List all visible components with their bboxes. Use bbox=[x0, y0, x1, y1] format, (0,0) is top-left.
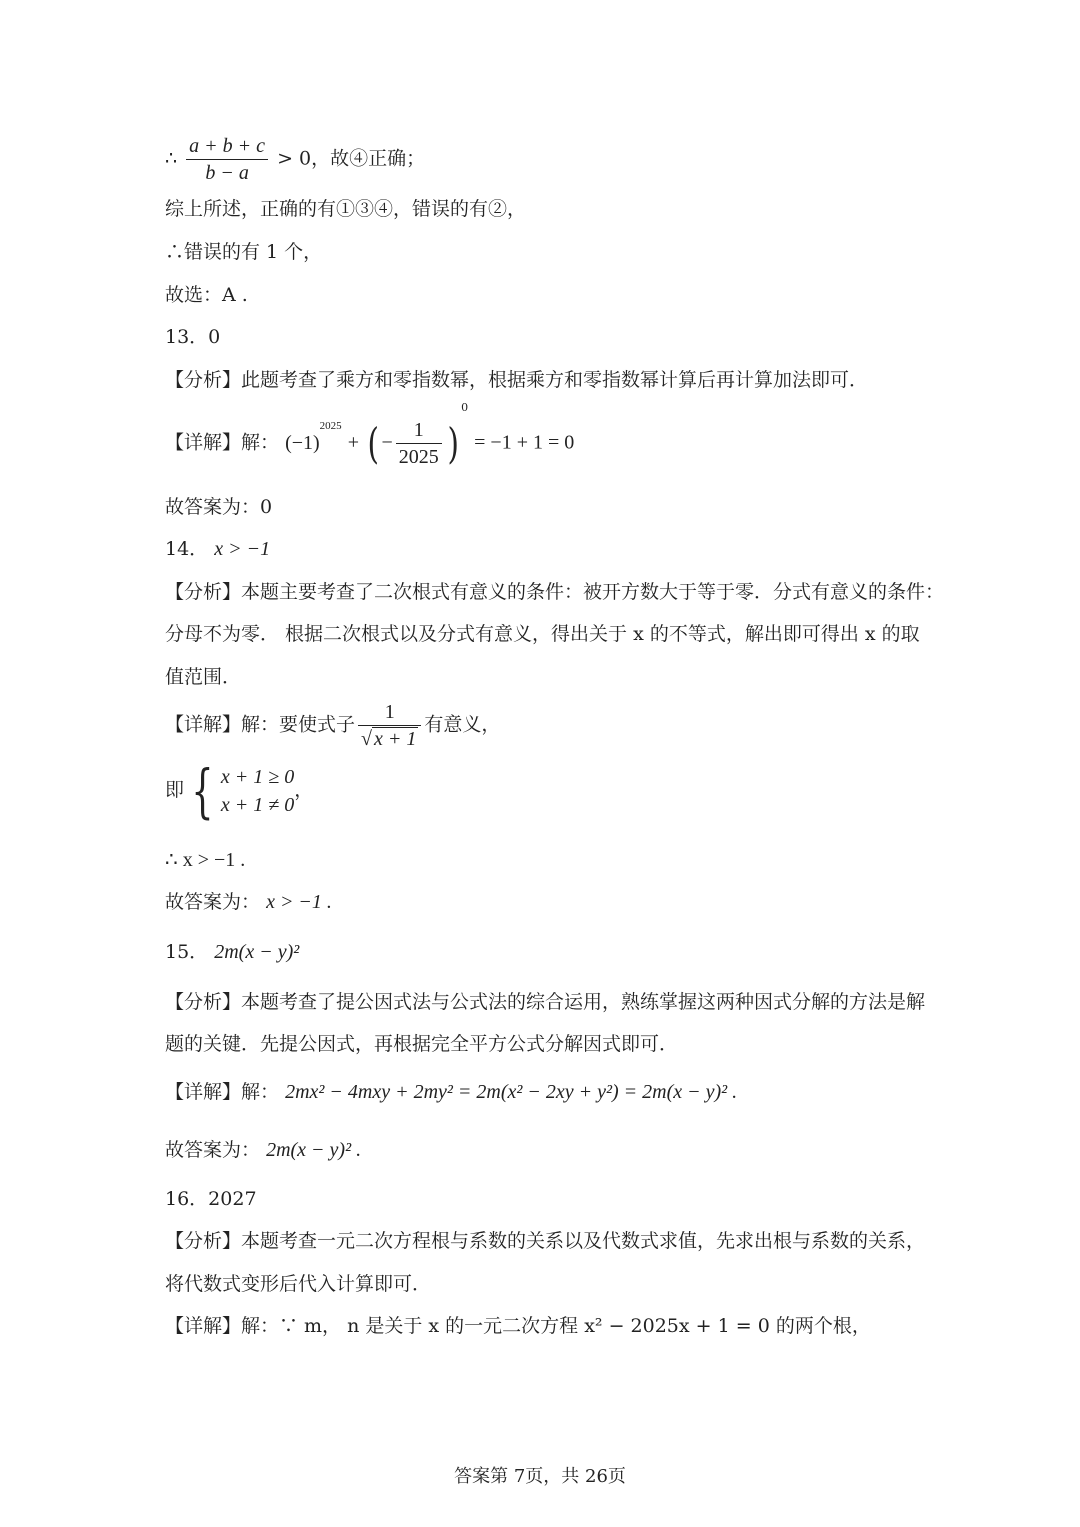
final-expression: 2m(x − y)² . bbox=[266, 1139, 362, 1161]
question-16-analysis-2: 将代数式变形后代入计算即可． bbox=[165, 1273, 432, 1295]
solution-label: 【详解】解： bbox=[165, 1081, 280, 1103]
solution-tail: 有意义， bbox=[424, 713, 501, 736]
final-label: 故答案为： bbox=[165, 1139, 261, 1161]
question-14-final bbox=[165, 890, 332, 914]
question-14-answer bbox=[165, 537, 270, 561]
conclusion-text: > 0，故④正确； bbox=[277, 147, 426, 170]
question-16-answer: 16．2027 bbox=[165, 1188, 257, 1210]
question-16-solution: 【详解】解：∵ m， n 是关于 x 的一元二次方程 x² − 2025x + 1 = 0 的两个根， bbox=[165, 1315, 871, 1337]
question-16-analysis-1: 【分析】本题考查一元二次方程根与系数的关系以及代数式求值，先求出根与系数的关系， bbox=[165, 1230, 926, 1252]
power-expression bbox=[285, 420, 342, 454]
question-15-answer bbox=[165, 940, 299, 964]
system-prefix: 即 bbox=[165, 779, 185, 801]
fraction-denominator: 2025 bbox=[398, 446, 439, 468]
question-14-analysis-2: 分母不为零． 根据二次根式以及分式有意义，得出关于 x 的不等式，解出即可得出 x 的取 bbox=[165, 623, 920, 645]
plus-sign: + bbox=[347, 431, 359, 454]
summary-line: 综上所述，正确的有①③④，错误的有②， bbox=[165, 198, 527, 220]
fraction-one-over-2025 bbox=[396, 418, 442, 469]
result-expression: = −1 + 1 = 0 bbox=[474, 431, 575, 454]
fraction-one-over-sqrt bbox=[358, 700, 421, 751]
question-13-analysis: 【分析】此题考查了乘方和零指数幂，根据乘方和零指数幂计算后再计算加法即可． bbox=[165, 369, 869, 391]
question-15-analysis-2: 题的关键．先提公因式，再根据完全平方公式分解因式即可． bbox=[165, 1033, 679, 1055]
fraction-numerator: 1 bbox=[396, 418, 442, 444]
error-count-line: ∴错误的有 1 个， bbox=[165, 241, 323, 263]
answer-choice-line: 故选：A . bbox=[165, 284, 248, 306]
radicand: x + 1 bbox=[374, 728, 417, 750]
final-expression: x > −1 . bbox=[266, 891, 332, 913]
solution-label: 【详解】解：要使式子 bbox=[165, 713, 356, 736]
question-15-final bbox=[165, 1138, 361, 1162]
system-tail: ， bbox=[294, 779, 314, 801]
inequality-system bbox=[165, 757, 314, 825]
system-row-1: x + 1 ≥ 0 bbox=[220, 766, 295, 788]
question-14-analysis-3: 值范围． bbox=[165, 666, 242, 688]
page-footer: 答案第 7页，共 26页 bbox=[454, 1466, 626, 1487]
left-paren: ( bbox=[367, 418, 379, 468]
system-rows bbox=[221, 763, 294, 819]
question-13-answer: 13．0 bbox=[165, 326, 221, 348]
fraction-numerator: 1 bbox=[358, 700, 421, 726]
question-13-solution bbox=[165, 401, 575, 469]
answer-expression: x > −1 bbox=[214, 538, 271, 560]
question-14-result: ∴ x > −1 . bbox=[165, 849, 246, 871]
fraction-numerator: a + b + c bbox=[186, 134, 268, 160]
question-number: 14． bbox=[165, 538, 209, 560]
final-label: 故答案为： bbox=[165, 891, 261, 913]
therefore-symbol: ∴ bbox=[165, 147, 178, 170]
zero-exponent: 0 bbox=[461, 401, 469, 414]
question-number: 15． bbox=[165, 941, 209, 963]
line-conclusion-4 bbox=[165, 134, 425, 185]
fraction-abc-over-ba bbox=[186, 134, 268, 185]
minus-sign: − bbox=[381, 431, 393, 454]
fraction-denominator: b − a bbox=[205, 162, 249, 184]
answer-expression: 2m(x − y)² bbox=[214, 941, 300, 963]
power-exponent: 2025 bbox=[319, 420, 342, 432]
system-row-2: x + 1 ≠ 0 bbox=[220, 794, 295, 816]
fraction-denominator: √ x + 1 bbox=[361, 728, 417, 750]
power-base: (−1) bbox=[285, 431, 320, 454]
right-paren: ) bbox=[447, 418, 459, 468]
solution-expression: 2mx² − 4mxy + 2my² = 2m(x² − 2xy + y²) = 2m(x − y)² . bbox=[285, 1081, 738, 1103]
question-13-final: 故答案为：0 bbox=[165, 496, 273, 518]
solution-label: 【详解】解： bbox=[165, 431, 280, 454]
question-15-analysis-1: 【分析】本题考查了提公因式法与公式法的综合运用，熟练掌握这两种因式分解的方法是解 bbox=[165, 991, 926, 1013]
question-14-analysis-1: 【分析】本题主要考查了二次根式有意义的条件：被开方数大于等于零．分式有意义的条件： bbox=[165, 581, 945, 603]
question-14-solution bbox=[165, 700, 500, 751]
question-15-solution bbox=[165, 1080, 737, 1104]
left-brace: { bbox=[191, 757, 214, 825]
